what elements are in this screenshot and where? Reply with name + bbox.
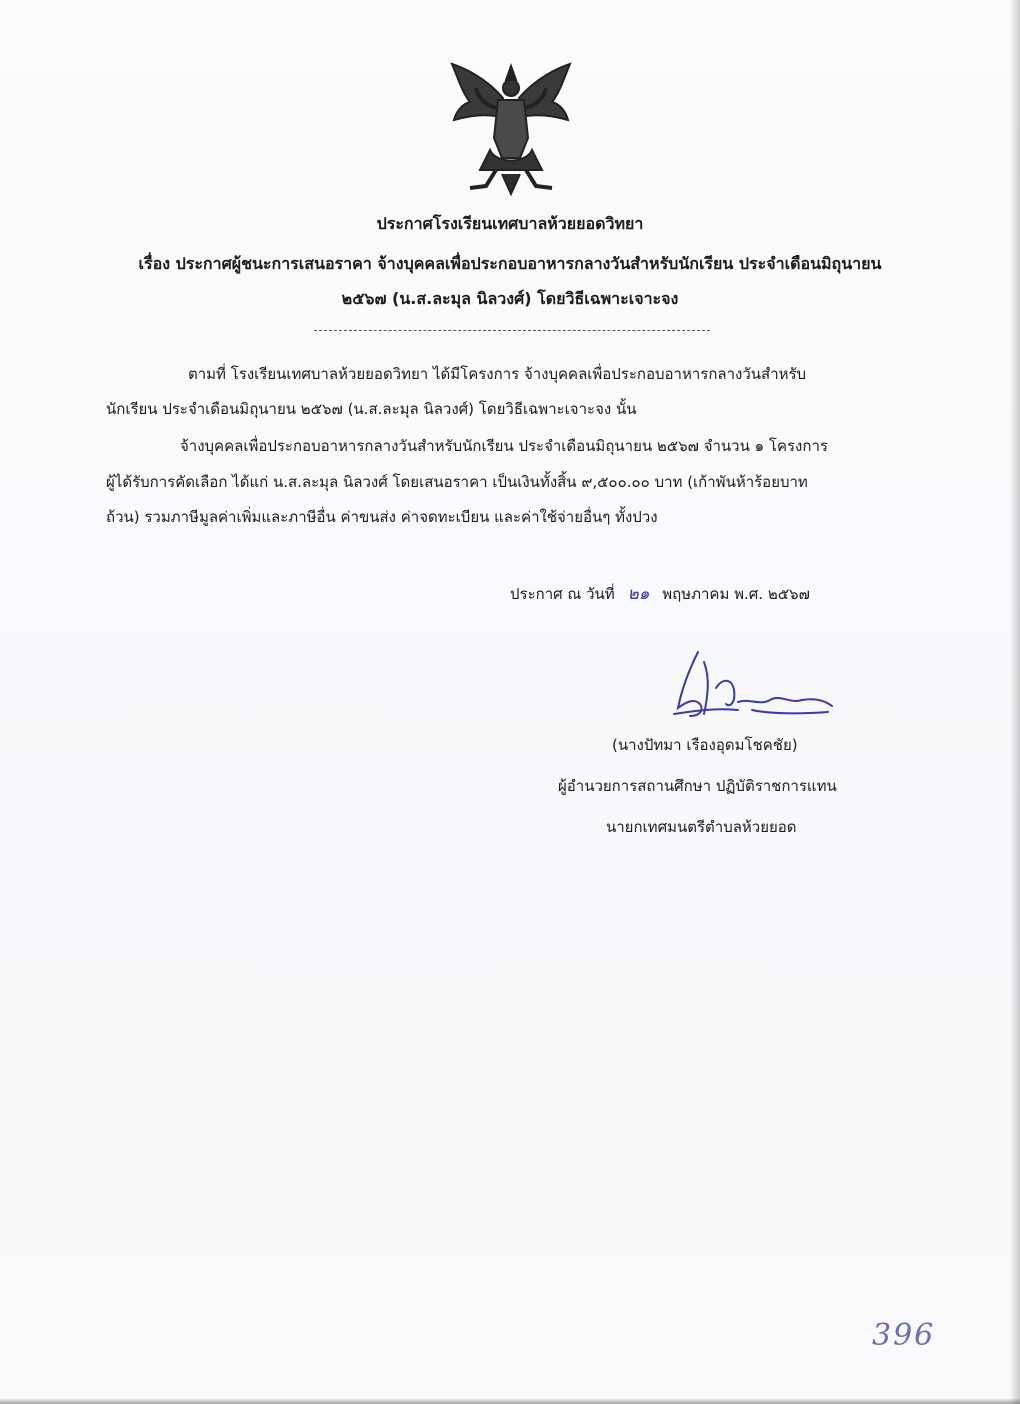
announcement-subject-cont: ๒๕๖๗ (น.ส.ละมุล นิลวงศ์) โดยวิธีเฉพาะเจาะจง [341, 289, 679, 308]
signature-icon [660, 648, 840, 726]
announce-date [510, 580, 810, 607]
scan-edge-shadow [1010, 0, 1020, 1404]
scan-edge-shadow-bottom [0, 1398, 1020, 1404]
body-paragraph-line: ผู้ได้รับการคัดเลือก ได้แก่ น.ส.ละมุล นิลวงศ์ โดยเสนอราคา เป็นเงินทั้งสิ้น ๙,๕๐๐.๐๐ บาท (เก้าพันห้าร้อยบาท [106, 473, 808, 491]
signatory-position-acting: นายกเทศมนตรีตำบลห้วยยอด [606, 818, 797, 836]
garuda-emblem-icon [446, 58, 576, 198]
body-paragraph-line: ตามที่ โรงเรียนเทศบาลห้วยยอดวิทยา ได้มีโครงการ จ้างบุคคลเพื่อประกอบอาหารกลางวันสำหรับ [188, 365, 807, 383]
announce-date-suffix: พฤษภาคม พ.ศ. ๒๕๖๗ [662, 585, 810, 603]
signatory-position: ผู้อำนวยการสถานศึกษา ปฏิบัติราชการแทน [558, 777, 837, 795]
signatory-name: (นางปัทมา เรืองอุดมโชคชัย) [612, 736, 798, 754]
handwritten-day: ๒๑ [627, 584, 650, 604]
announcement-subject: เรื่อง ประกาศผู้ชนะการเสนอราคา จ้างบุคคลเพื่อประกอบอาหารกลางวันสำหรับนักเรียน ประจำเดือนมิถุนายน [138, 254, 882, 273]
handwritten-page-number: 396 [872, 1318, 936, 1353]
announcement-title: ประกาศโรงเรียนเทศบาลห้วยยอดวิทยา [376, 214, 644, 233]
body-paragraph-line: ถ้วน) รวมภาษีมูลค่าเพิ่มและภาษีอื่น ค่าขนส่ง ค่าจดทะเบียน และค่าใช้จ่ายอื่นๆ ทั้งปวง [106, 508, 658, 526]
announce-date-prefix: ประกาศ ณ วันที่ [510, 585, 615, 603]
body-paragraph-line: จ้างบุคคลเพื่อประกอบอาหารกลางวันสำหรับนักเรียน ประจำเดือนมิถุนายน ๒๕๖๗ จำนวน ๑ โครงการ [180, 437, 828, 455]
body-paragraph-line: นักเรียน ประจำเดือนมิถุนายน ๒๕๖๗ (น.ส.ละมุล นิลวงศ์) โดยวิธีเฉพาะเจาะจง นั้น [106, 400, 637, 418]
separator-line [314, 330, 710, 331]
